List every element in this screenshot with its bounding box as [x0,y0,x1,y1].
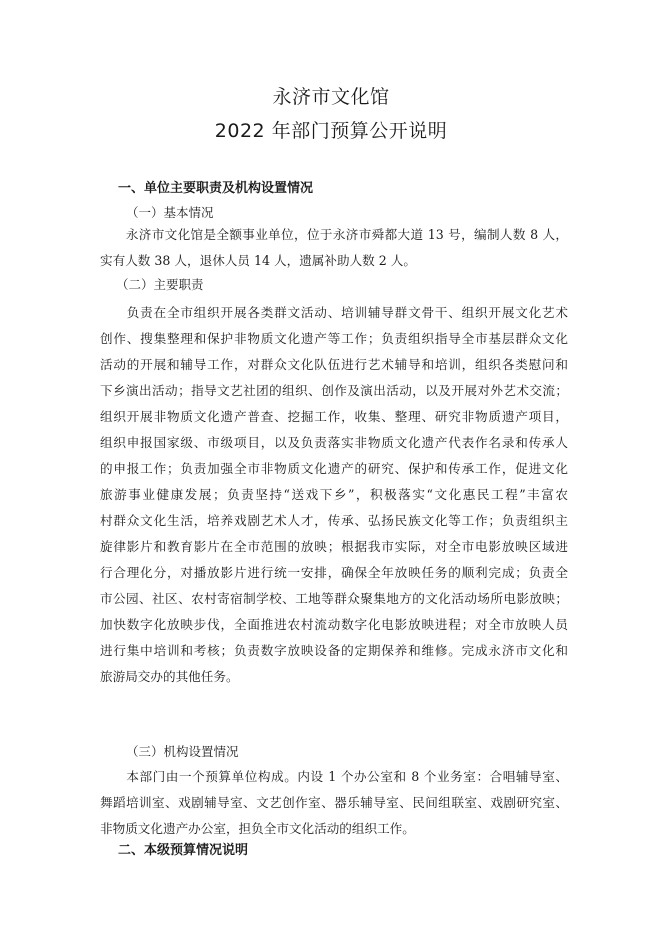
text-line: 旅游局交办的其他任务。 [100,669,239,684]
text-line: 负责在全市组织开展各类群文活动、培训辅导群文骨干、组织开展文化艺术 [100,305,568,320]
text-line: 下乡演出活动；指导文艺社团的组织、创作及演出活动，以及开展对外艺术交流； [100,383,568,398]
subsection-heading-structure: （三）机构设置情况 [126,744,239,759]
document-title: 永济市文化馆 [272,86,390,108]
text-line: 永济市文化馆是全额事业单位，位于永济市舜都大道 13 号，编制人数 8 人， [100,227,568,242]
text-line: 旋律影片和教育影片在全市范围的放映；根据我市实际，对全市电影放映区域进 [100,539,568,554]
text-line: 创作、搜集整理和保护非物质文化遗产等工作；负责组织指导全市基层群众文化 [100,331,568,346]
document-subtitle: 2022 年部门预算公开说明 [214,120,448,142]
text-line: 舞蹈培训室、戏剧辅导室、文艺创作室、器乐辅导室、民间组联室、戏剧研究室、 [100,795,568,810]
section-heading-1: 一、单位主要职责及机构设置情况 [118,181,314,196]
text-line: 市公园、社区、农村寄宿制学校、工地等群众聚集地方的文化活动场所电影放映； [100,591,568,606]
text-line: 组织开展非物质文化遗产普查、挖掘工作，收集、整理、研究非物质遗产项目， [100,409,568,424]
text-line: 组织申报国家级、市级项目，以及负责落实非物质文化遗产代表作名录和传承人 [100,435,568,450]
section-heading-2: 二、本级预算情况说明 [118,843,249,858]
paragraph-basic-info [100,222,568,274]
text-line: 村群众文化生活，培养戏剧艺术人才，传承、弘扬民族文化等工作；负责组织主 [100,513,568,528]
text-line: 非物质文化遗产办公室，担负全市文化活动的组织工作。 [100,821,415,836]
text-line: 的申报工作；负责加强全市非物质文化遗产的研究、保护和传承工作，促进文化 [100,461,568,476]
paragraph-structure [100,764,568,842]
text-line: 旅游事业健康发展；负责坚持“送戏下乡”，积极落实“文化惠民工程”丰富农 [100,487,568,502]
subsection-heading-duties: （二）主要职责 [116,277,204,292]
text-line: 实有人数 38 人，退休人员 14 人，遗属补助人数 2 人。 [100,253,416,268]
subsection-heading-basic-info: （一）基本情况 [126,205,214,220]
paragraph-duties [100,300,568,690]
text-line: 行合理化分，对播放影片进行统一安排，确保全年放映任务的顺利完成；负责全 [100,565,568,580]
text-line: 活动的开展和辅导工作，对群众文化队伍进行艺术辅导和培训，组织各类慰问和 [100,357,568,372]
text-line: 本部门由一个预算单位构成。内设 1 个办公室和 8 个业务室：合唱辅导室、 [100,769,568,784]
text-line: 进行集中培训和考核；负责数字放映设备的定期保养和维修。完成永济市文化和 [100,643,568,658]
text-line: 加快数字化放映步伐，全面推进农村流动数字化电影放映进程；对全市放映人员 [100,617,568,632]
